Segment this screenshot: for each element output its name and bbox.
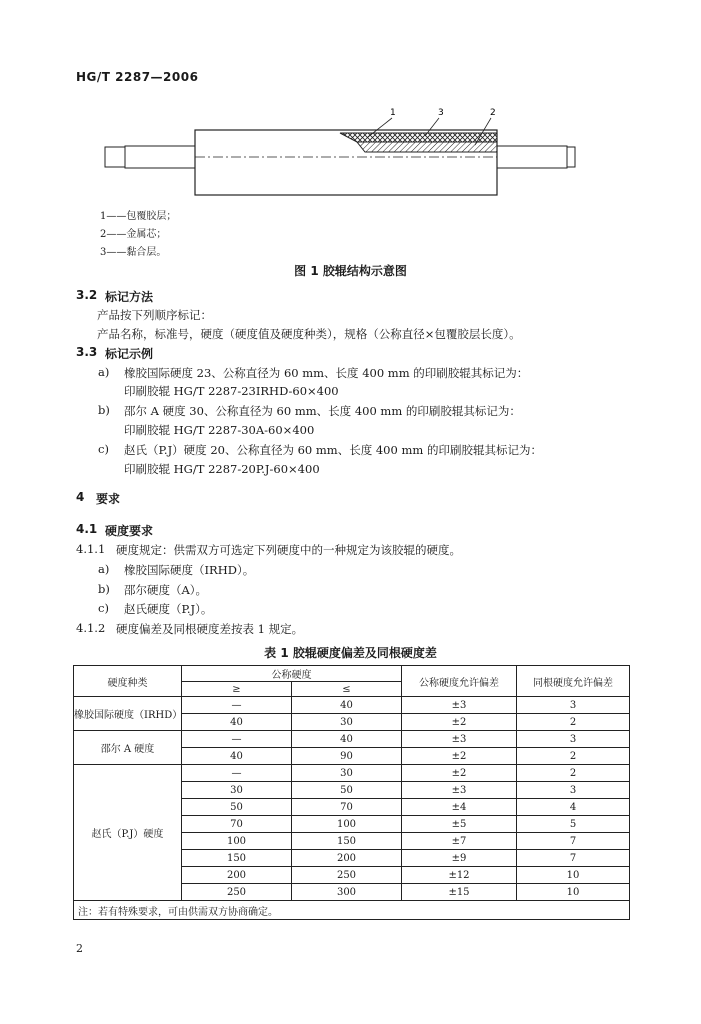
legend-item-3: 3——黏合层。 bbox=[100, 247, 167, 258]
same-roller-diff-cell: 5 bbox=[517, 816, 630, 833]
max-hardness-cell: 30 bbox=[292, 765, 402, 782]
min-hardness-cell: — bbox=[182, 731, 292, 748]
table-row bbox=[74, 765, 630, 782]
col-header-nominal: 公称硬度 bbox=[182, 666, 402, 682]
max-hardness-cell: 100 bbox=[292, 816, 402, 833]
adhesive-layer-section bbox=[340, 133, 497, 142]
tolerance-cell: ±2 bbox=[402, 714, 517, 731]
tolerance-cell: ±12 bbox=[402, 867, 517, 884]
tolerance-cell: ±15 bbox=[402, 884, 517, 901]
section-4-1-1-number: 4.1.1 bbox=[76, 542, 106, 556]
min-hardness-cell: 40 bbox=[182, 714, 292, 731]
example-a-mark: 印刷胶辊 HG/T 2287-23IRHD-60×400 bbox=[124, 384, 339, 398]
example-a-text: 橡胶国际硬度 23、公称直径为 60 mm、长度 400 mm 的印刷胶辊其标记为： bbox=[124, 366, 529, 380]
callout-1: 1 bbox=[390, 108, 396, 118]
max-hardness-cell: 300 bbox=[292, 884, 402, 901]
table-note: 注：若有特殊要求，可由供需双方协商确定。 bbox=[74, 901, 630, 920]
callout-2: 2 bbox=[490, 108, 496, 118]
table-row bbox=[74, 731, 630, 748]
roller-structure-diagram bbox=[95, 100, 585, 200]
max-hardness-cell: 200 bbox=[292, 850, 402, 867]
s3-2-line-1: 产品按下列顺序标记： bbox=[97, 308, 212, 322]
col-header-type: 硬度种类 bbox=[74, 666, 182, 697]
tolerance-cell: ±4 bbox=[402, 799, 517, 816]
col-header-lte: ≤ bbox=[292, 682, 402, 697]
max-hardness-cell: 30 bbox=[292, 714, 402, 731]
same-roller-diff-cell: 10 bbox=[517, 884, 630, 901]
tolerance-cell: ±7 bbox=[402, 833, 517, 850]
hardness-type-cell: 橡胶国际硬度（IRHD） bbox=[74, 697, 182, 731]
same-roller-diff-cell: 7 bbox=[517, 850, 630, 867]
table-row bbox=[74, 697, 630, 714]
example-c-mark: 印刷胶辊 HG/T 2287-20P.J-60×400 bbox=[124, 462, 320, 476]
right-shaft bbox=[497, 146, 575, 168]
left-shaft bbox=[105, 146, 195, 168]
callout-3: 3 bbox=[438, 108, 444, 118]
example-b-mark: 印刷胶辊 HG/T 2287-30A-60×400 bbox=[124, 423, 315, 437]
standard-code-header: HG/T 2287—2006 bbox=[76, 70, 199, 84]
section-3-3-title: 标记示例 bbox=[105, 347, 154, 361]
hardness-a-text: 橡胶国际硬度（IRHD）。 bbox=[124, 563, 255, 577]
section-4-1-1-text: 硬度规定：供需双方可选定下列硬度中的一种规定为该胶辊的硬度。 bbox=[116, 543, 461, 557]
example-b-marker: b) bbox=[98, 403, 110, 417]
min-hardness-cell: 150 bbox=[182, 850, 292, 867]
min-hardness-cell: — bbox=[182, 697, 292, 714]
legend-item-1: 1——包覆胶层； bbox=[100, 211, 177, 222]
min-hardness-cell: 100 bbox=[182, 833, 292, 850]
min-hardness-cell: — bbox=[182, 765, 292, 782]
section-4-1-2-text: 硬度偏差及同根硬度差按表 1 规定。 bbox=[116, 622, 304, 636]
same-roller-diff-cell: 2 bbox=[517, 748, 630, 765]
page-number: 2 bbox=[76, 942, 83, 955]
section-3-2-title: 标记方法 bbox=[105, 290, 154, 304]
max-hardness-cell: 250 bbox=[292, 867, 402, 884]
tolerance-cell: ±3 bbox=[402, 697, 517, 714]
section-4-number: 4 bbox=[76, 490, 85, 504]
col-header-gte: ≥ bbox=[182, 682, 292, 697]
figure-caption: 图 1 胶辊结构示意图 bbox=[294, 264, 407, 278]
max-hardness-cell: 50 bbox=[292, 782, 402, 799]
example-c-marker: c) bbox=[98, 442, 109, 456]
hardness-c-marker: c) bbox=[98, 601, 109, 615]
section-3-2-number: 3.2 bbox=[76, 288, 98, 302]
max-hardness-cell: 40 bbox=[292, 697, 402, 714]
same-roller-diff-cell: 2 bbox=[517, 765, 630, 782]
example-c-text: 赵氏（P.J）硬度 20、公称直径为 60 mm、长度 400 mm 的印刷胶辊其标记为： bbox=[124, 443, 542, 457]
same-roller-diff-cell: 3 bbox=[517, 731, 630, 748]
max-hardness-cell: 70 bbox=[292, 799, 402, 816]
hardness-b-marker: b) bbox=[98, 582, 110, 596]
min-hardness-cell: 70 bbox=[182, 816, 292, 833]
col-header-same-roller: 同根硬度允许偏差 bbox=[517, 666, 630, 697]
hardness-table bbox=[73, 665, 630, 920]
max-hardness-cell: 40 bbox=[292, 731, 402, 748]
example-b-text: 邵尔 A 硬度 30、公称直径为 60 mm、长度 400 mm 的印刷胶辊其标记为： bbox=[124, 404, 521, 418]
same-roller-diff-cell: 3 bbox=[517, 782, 630, 799]
legend-item-2: 2——金属芯； bbox=[100, 229, 167, 240]
min-hardness-cell: 30 bbox=[182, 782, 292, 799]
hardness-a-marker: a) bbox=[98, 562, 110, 576]
section-4-1-number: 4.1 bbox=[76, 522, 98, 536]
section-4-1-title: 硬度要求 bbox=[105, 524, 154, 538]
section-4-1-2-number: 4.1.2 bbox=[76, 621, 106, 635]
tolerance-cell: ±9 bbox=[402, 850, 517, 867]
hardness-type-cell: 赵氏（P.J）硬度 bbox=[74, 765, 182, 901]
min-hardness-cell: 200 bbox=[182, 867, 292, 884]
min-hardness-cell: 40 bbox=[182, 748, 292, 765]
hardness-c-text: 赵氏硬度（P.J）。 bbox=[124, 602, 213, 616]
s3-2-line-2: 产品名称，标准号，硬度（硬度值及硬度种类），规格（公称直径×包覆胶层长度）。 bbox=[97, 327, 521, 341]
tolerance-cell: ±2 bbox=[402, 765, 517, 782]
tolerance-cell: ±2 bbox=[402, 748, 517, 765]
tolerance-cell: ±3 bbox=[402, 782, 517, 799]
same-roller-diff-cell: 3 bbox=[517, 697, 630, 714]
same-roller-diff-cell: 10 bbox=[517, 867, 630, 884]
hardness-type-cell: 邵尔 A 硬度 bbox=[74, 731, 182, 765]
max-hardness-cell: 90 bbox=[292, 748, 402, 765]
tolerance-cell: ±3 bbox=[402, 731, 517, 748]
same-roller-diff-cell: 7 bbox=[517, 833, 630, 850]
col-header-tolerance: 公称硬度允许偏差 bbox=[402, 666, 517, 697]
hardness-b-text: 邵尔硬度（A）。 bbox=[124, 583, 208, 597]
same-roller-diff-cell: 4 bbox=[517, 799, 630, 816]
same-roller-diff-cell: 2 bbox=[517, 714, 630, 731]
table-caption: 表 1 胶辊硬度偏差及同根硬度差 bbox=[264, 646, 437, 660]
min-hardness-cell: 50 bbox=[182, 799, 292, 816]
section-3-3-number: 3.3 bbox=[76, 345, 98, 359]
example-a-marker: a) bbox=[98, 365, 110, 379]
tolerance-cell: ±5 bbox=[402, 816, 517, 833]
max-hardness-cell: 150 bbox=[292, 833, 402, 850]
section-4-title: 要求 bbox=[96, 492, 121, 506]
min-hardness-cell: 250 bbox=[182, 884, 292, 901]
